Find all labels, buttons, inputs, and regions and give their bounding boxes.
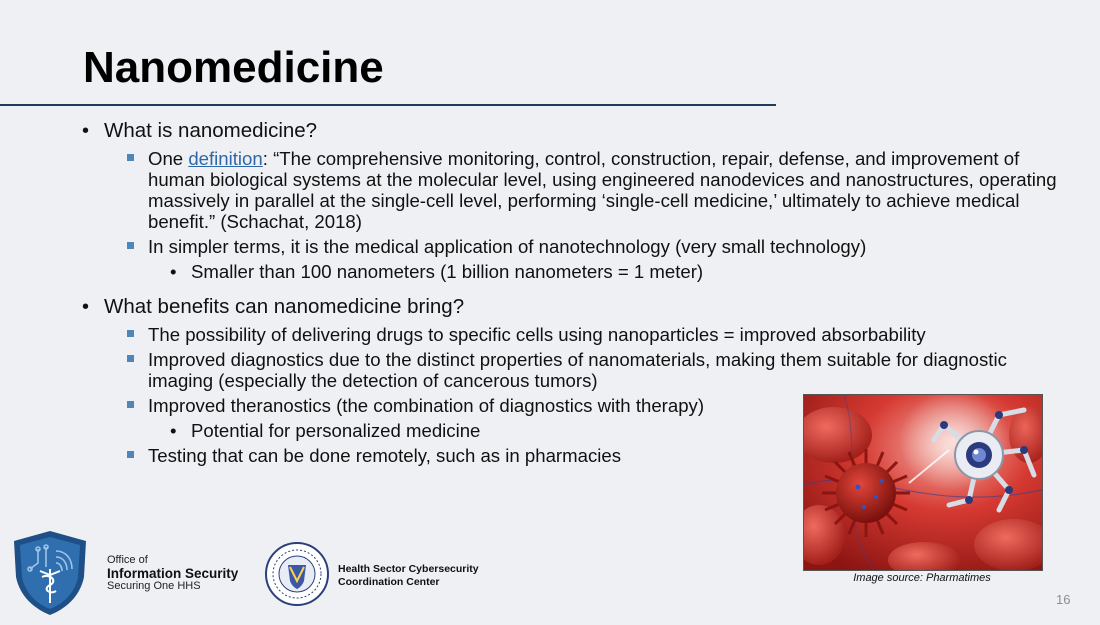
bullet-definition xyxy=(80,148,1060,232)
round-bullet-icon: • xyxy=(170,261,177,282)
title-divider xyxy=(0,104,776,106)
bullet-benefit-drugs xyxy=(80,324,1060,345)
bullet-benefits xyxy=(80,294,1060,320)
image-caption: Image source: Pharmatimes xyxy=(853,572,991,584)
round-bullet-icon: • xyxy=(82,296,90,318)
square-bullet-icon xyxy=(127,401,134,408)
nanobot-illustration xyxy=(803,394,1043,571)
bullet-smaller-than xyxy=(80,261,1060,282)
square-bullet-icon xyxy=(127,330,134,337)
ois-wordmark xyxy=(107,554,238,593)
bullet-benefit-diagnostics xyxy=(80,349,1068,391)
benefit-theranostics-text: Improved theranostics (the combination of diagnostics with therapy) xyxy=(148,395,705,416)
round-bullet-icon: • xyxy=(82,120,90,142)
hc3-wordmark xyxy=(338,563,479,589)
benefit-diagnostics-text: Improved diagnostics due to the distinct properties of nanomaterials, making them suitable for diagnostic imaging (especially the detection of cancerous tumors) xyxy=(148,349,1007,391)
square-bullet-icon xyxy=(127,451,134,458)
question-what-is: What is nanomedicine? xyxy=(104,119,318,142)
bullet-simpler-terms xyxy=(80,236,1060,257)
slide-title: Nanomedicine xyxy=(83,43,384,92)
definition-text: : “The comprehensive monitoring, control, construction, repair, defense, and improvement of human biological systems at the molecular level, using engineered nanodevices and nanostructures, operating massively in parallel at the single-cell level, performing ‘single-cell medicine,’ ultimately to achieve medical benefit.” (Schachat, 2018) xyxy=(148,148,1057,232)
ois-shield-logo xyxy=(10,529,90,622)
bullet-what-is xyxy=(80,118,1060,144)
ois-line-1: Office of xyxy=(107,554,148,566)
hc3-line-2: Coordination Center xyxy=(338,576,440,588)
round-bullet-icon: • xyxy=(170,420,177,441)
square-bullet-icon xyxy=(127,154,134,161)
benefit-remote-text: Testing that can be done remotely, such as in pharmacies xyxy=(148,445,622,466)
ois-line-2: Information Security xyxy=(107,566,239,581)
question-benefits: What benefits can nanomedicine bring? xyxy=(104,295,465,318)
smaller-than-text: Smaller than 100 nanometers (1 billion nanometers = 1 meter) xyxy=(191,261,704,282)
hc3-line-1: Health Sector Cybersecurity xyxy=(338,563,479,575)
definition-link[interactable]: definition xyxy=(188,148,263,169)
hhs-seal-logo xyxy=(264,541,330,612)
simpler-terms-text: In simpler terms, it is the medical application of nanotechnology (very small technology) xyxy=(148,236,867,257)
benefit-drugs-text: The possibility of delivering drugs to specific cells using nanoparticles = improved absorbability xyxy=(148,324,926,345)
ois-line-3: Securing One HHS xyxy=(107,580,201,592)
square-bullet-icon xyxy=(127,355,134,362)
personalized-text: Potential for personalized medicine xyxy=(191,420,481,441)
definition-prefix: One xyxy=(148,148,189,169)
square-bullet-icon xyxy=(127,242,134,249)
page-number: 16 xyxy=(1056,592,1071,607)
